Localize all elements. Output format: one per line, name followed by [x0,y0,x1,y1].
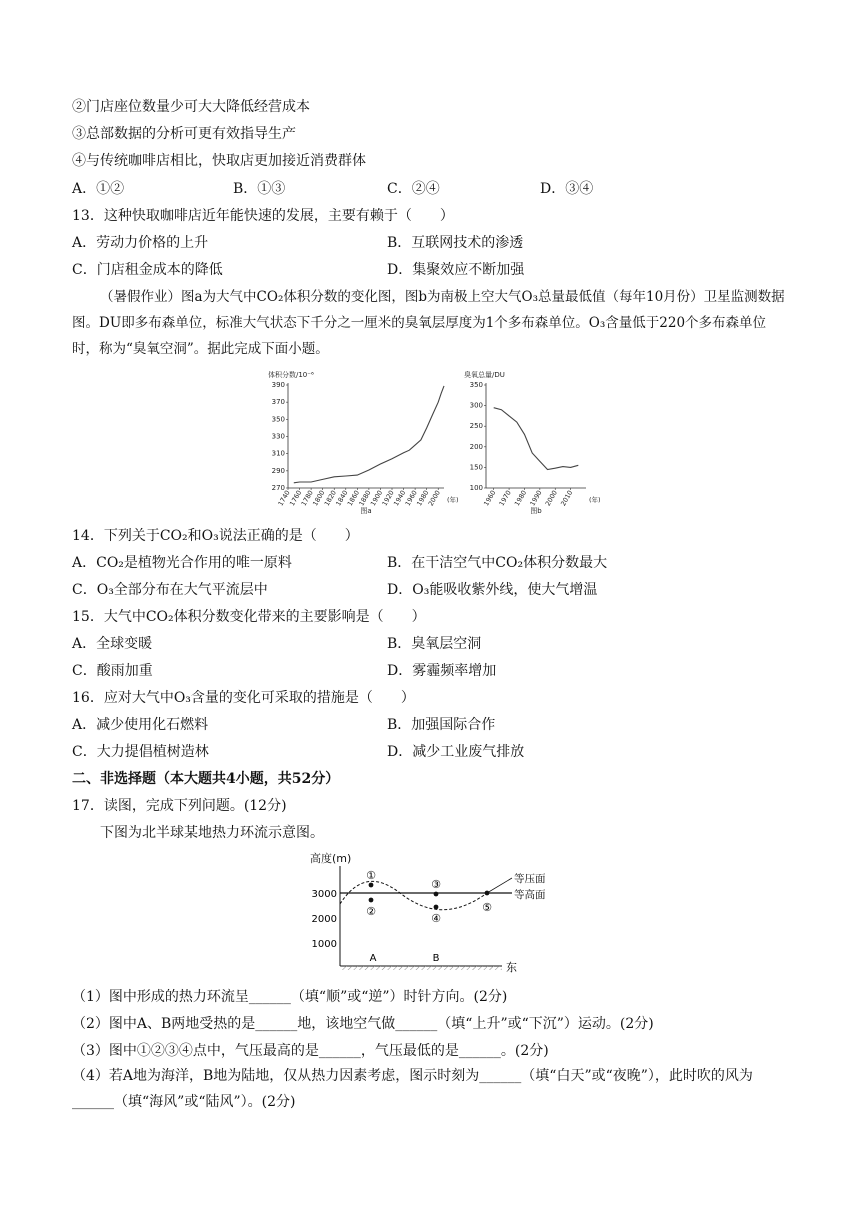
x-tick-label: 1760 [288,489,304,508]
tick-3000: 3000 [311,889,337,900]
x-tick-label: 1960 [403,489,419,508]
y-tick-label: 310 [271,449,285,458]
x-tick-label: 1740 [276,489,292,508]
point-4-dot [434,905,439,910]
statement-4: ④与传统咖啡店相比，快取店更加接近消费群体 [72,153,366,169]
y-tick-label: 330 [271,432,285,441]
q16-option-c: C．大力提倡植树造林 [72,744,209,760]
q14-option-b: B．在干洁空气中CO₂体积分数最大 [387,555,608,571]
x-axis-unit: (年) [589,496,601,504]
point-4-label: ④ [431,912,441,925]
q12-option-b: B．①③ [233,181,286,197]
x-tick-label: 1860 [345,489,362,508]
point-5-dot [485,891,490,896]
isoheight-label: 等高面 [514,889,546,901]
x-tick-label: 1940 [392,489,408,508]
point-5-label: ⑤ [482,901,492,914]
y-tick-label: 370 [271,398,285,407]
section-heading: 二、非选择题（本大题共4小题，共52分） [72,771,340,787]
x-tick-label: 2010 [559,489,575,508]
q14-option-d: D．O₃能吸收紫外线，使大气增温 [387,582,598,598]
chart-a [254,368,460,518]
y-tick-label: 290 [271,466,285,475]
chart-caption: 图b [530,507,542,515]
ground-hatch [340,966,502,970]
y-tick-label: 150 [469,463,483,472]
y-axis-label: 体积分数/10⁻⁶ [268,371,314,379]
y-axis-label: 臭氧总量/DU [464,371,505,379]
isobar-label: 等压面 [514,873,546,885]
x-tick-label: 1980 [512,489,529,508]
point-2-label: ② [366,905,376,918]
q16-option-b: B．加强国际合作 [387,717,496,733]
point-2-dot [369,898,374,903]
x-tick-label: 1970 [497,489,513,508]
q16-stem: 16．应对大气中O₃含量的变化可采取的措施是（ ） [72,690,415,706]
isobar-curve [340,881,487,909]
q14-option-c: C．O₃全部分布在大气平流层中 [72,582,268,598]
x-tick-label: 1900 [368,489,385,508]
q12-option-d: D．③④ [540,181,594,197]
q15-option-b: B．臭氧层空洞 [387,636,482,652]
q13-stem: 13．这种快取咖啡店近年能快速的发展，主要有赖于（ ） [72,208,454,224]
tick-1000: 1000 [311,939,337,950]
point-1-label: ① [366,869,376,882]
series-line [494,408,579,470]
y-tick-label: 270 [271,484,285,492]
east-label: 东 [506,961,517,974]
q15-option-d: D．雾霾频率增加 [387,663,497,679]
x-tick-label: 1920 [380,489,396,508]
q17-sub-3: （3）图中①②③④点中，气压最高的是______，气压最低的是______。(2分) [72,1043,549,1059]
q15-option-c: C．酸雨加重 [72,663,153,679]
y-tick-label: 350 [271,415,285,424]
y-tick-label: 100 [469,484,483,492]
series-line [294,386,444,483]
x-tick-label: 2000 [426,489,442,508]
thermal-circulation-diagram [300,848,546,978]
q17-sub-2: （2）图中A、B两地受热的是______地，该地空气做______（填“上升”或“下沉”）运动。(2分) [72,1016,654,1032]
q16-option-d: D．减少工业废气排放 [387,744,525,760]
y-tick-label: 250 [469,422,483,431]
q15-stem: 15．大气中CO₂体积分数变化带来的主要影响是（ ） [72,609,426,625]
isobar-leader [487,878,512,893]
ground-label-b: B [432,953,440,964]
y-tick-label: 200 [469,442,483,451]
x-tick-label: 1800 [311,489,327,508]
q13-option-c: C．门店租金成本的降低 [72,262,223,278]
q12-option-c: C．②④ [387,181,440,197]
q16-option-a: A．减少使用化石燃料 [72,717,209,733]
statement-2: ②门店座位数量少可大大降低经营成本 [72,99,310,115]
x-tick-label: 1880 [357,489,373,508]
y-tick-label: 350 [469,381,483,389]
diagram-y-label: 高度(m) [310,852,352,865]
ground-label-a: A [369,953,377,964]
q13-option-a: A．劳动力价格的上升 [72,235,209,251]
q15-option-a: A．全球变暖 [72,636,153,652]
point-3-label: ③ [431,878,441,891]
q12-option-a: A．①② [72,181,125,197]
q14-option-a: A．CO₂是植物光合作用的唯一原料 [72,555,292,571]
q17-sub-4: （4）若A地为海洋，B地为陆地，仅从热力因素考虑，图示时刻为______（填“白天”或“夜晚”），此时吹的风为______（填“海风”或“陆风”）。(2分) [72,1068,753,1110]
x-tick-label: 1960 [482,489,498,508]
statement-3: ③总部数据的分析可更有效指导生产 [72,126,296,142]
q13-option-d: D．集聚效应不断加强 [387,262,525,278]
x-tick-label: 1780 [299,489,315,508]
y-tick-label: 300 [469,401,483,410]
x-axis-unit: (年) [447,496,459,504]
q17-sub-1: （1）图中形成的热力环流呈______（填“顺”或“逆”）时针方向。(2分) [72,989,508,1005]
chart-b [460,368,600,518]
x-tick-label: 1820 [322,489,338,508]
point-3-dot [434,892,439,897]
q17-intro: 下图为北半球某地热力环流示意图。 [100,825,324,841]
chart-caption: 图a [360,507,372,515]
x-tick-label: 2000 [543,489,559,508]
point-1-dot [369,883,374,888]
q17-stem: 17．读图，完成下列问题。(12分) [72,798,287,814]
tick-2000: 2000 [311,914,337,925]
x-tick-label: 1840 [334,489,350,508]
x-tick-label: 1980 [415,489,431,508]
q14-stem: 14．下列关于CO₂和O₃说法正确的是（ ） [72,528,359,544]
q13-option-b: B．互联网技术的渗透 [387,235,524,251]
x-tick-label: 1990 [528,489,544,508]
y-tick-label: 390 [271,381,285,389]
intro-paragraph: （暑假作业）图a为大气中CO₂体积分数的变化图，图b为南极上空大气O₃总量最低值（每年10月份）卫星监测数据图。DU即多布森单位，标准大气状态下千分之一厘米的臭氧层厚度为1个多布森单位。O₃含量低于220个多布森单位时，称为“臭氧空洞”。据此完成下面小题。 [72,289,785,357]
